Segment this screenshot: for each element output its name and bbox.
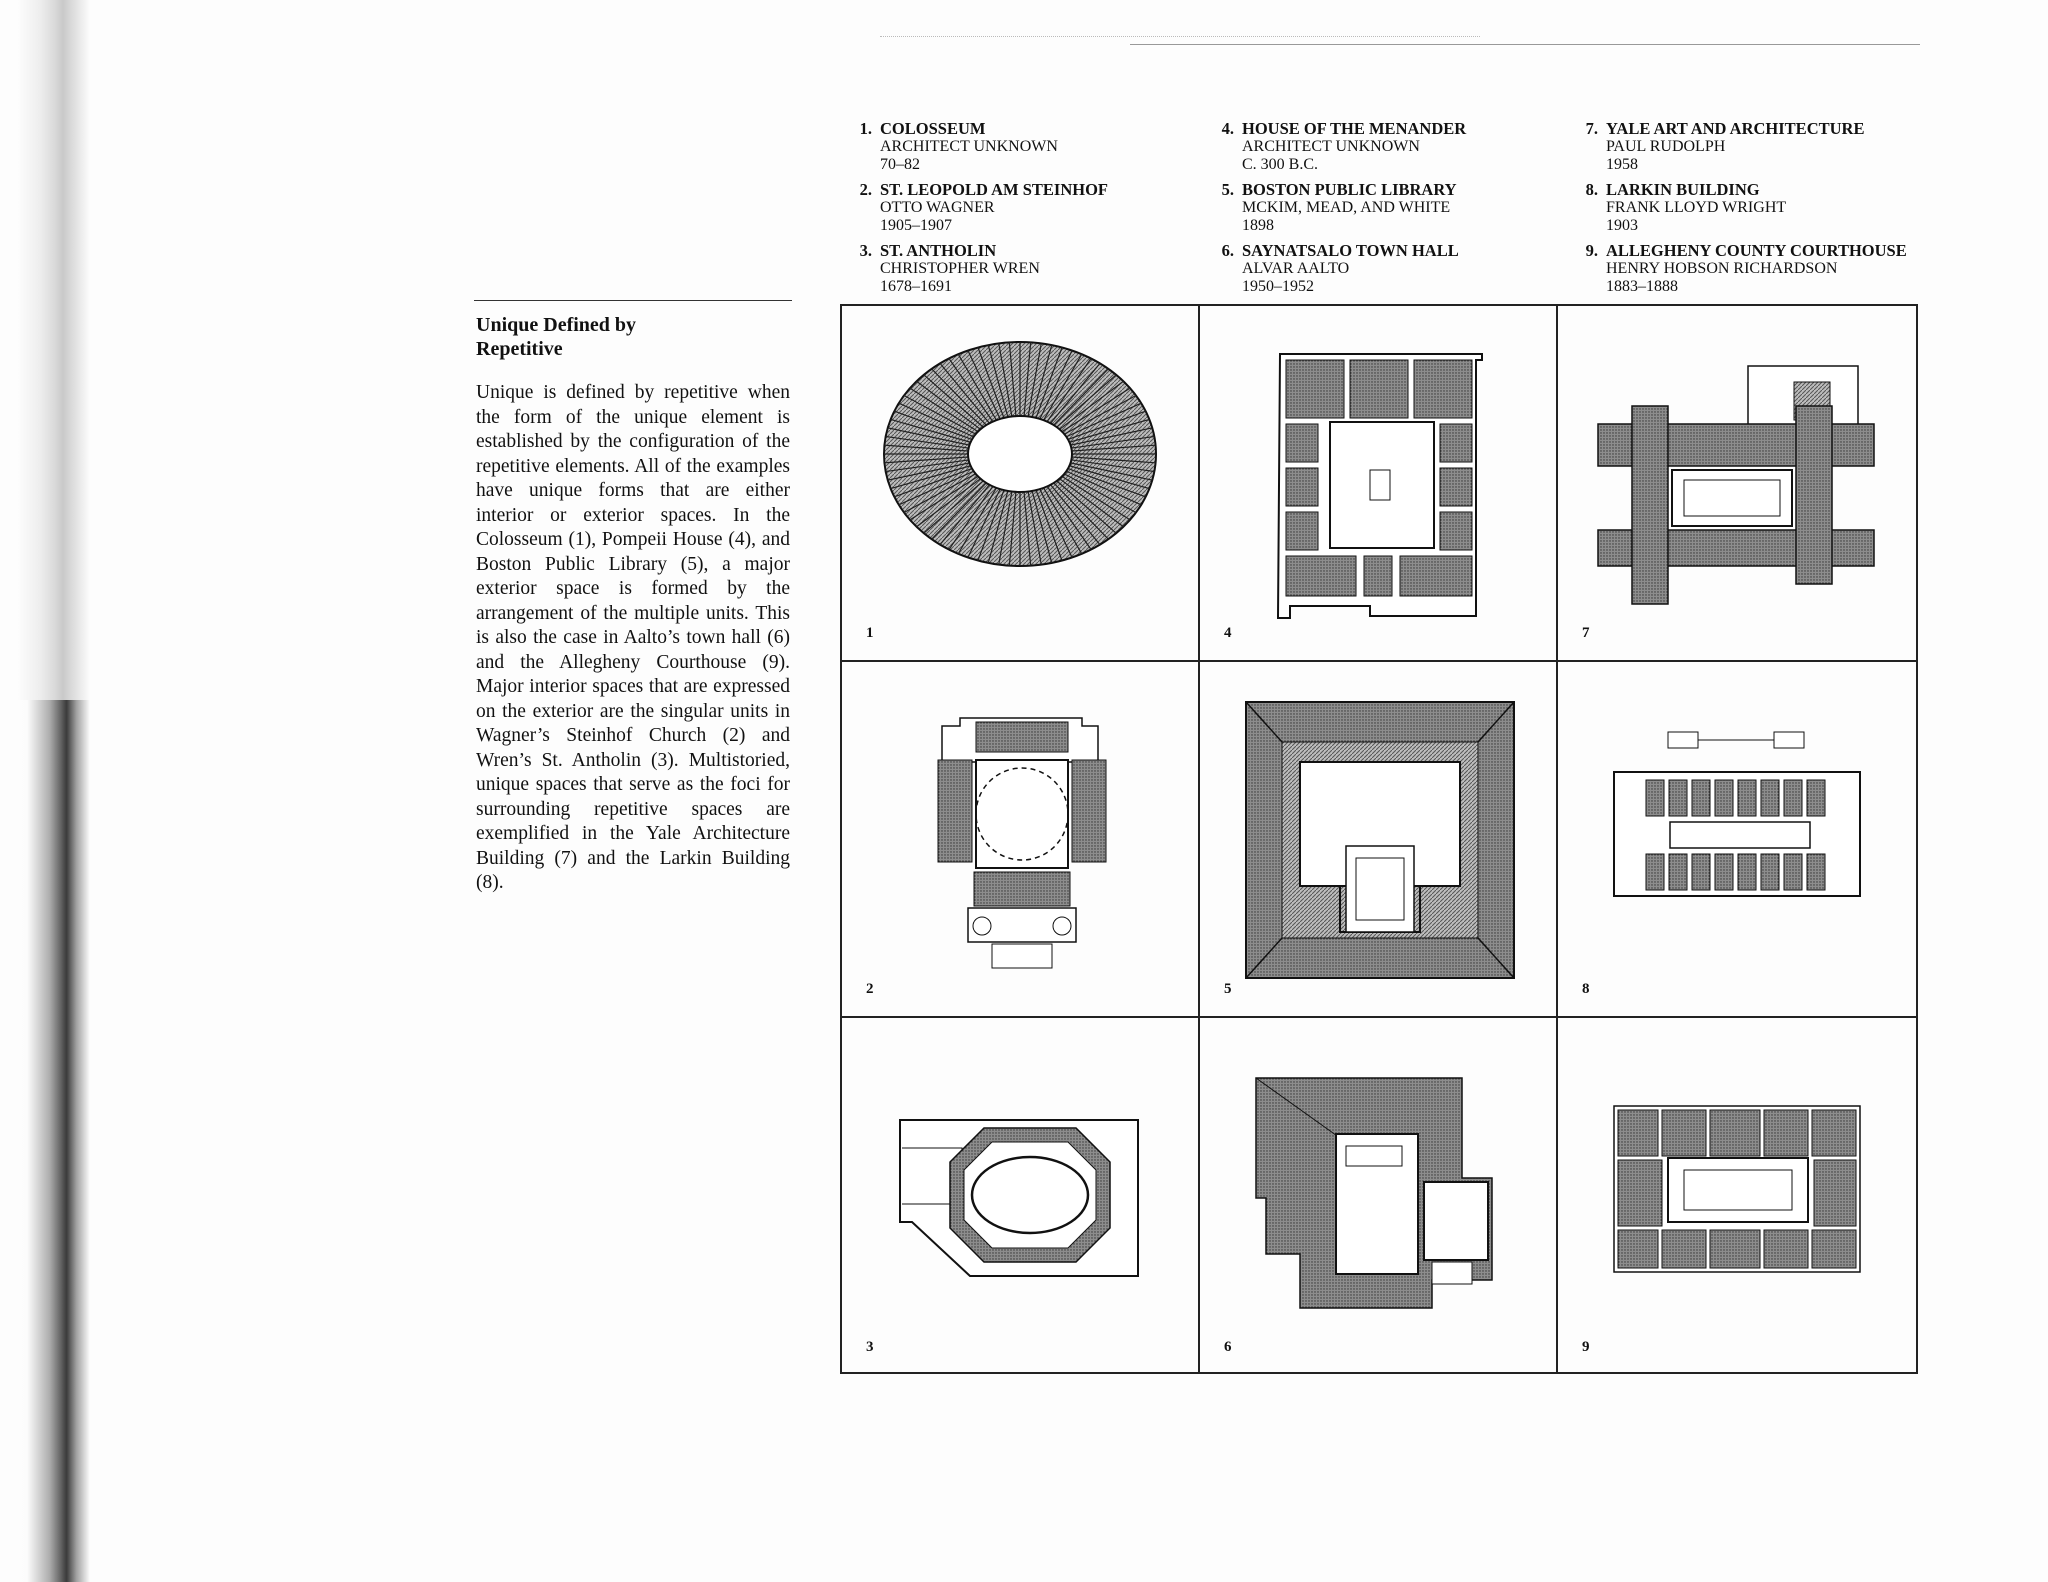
plan-cell-saynatsalo-town-hall	[1200, 1018, 1558, 1374]
yale-art-architecture-plan	[1558, 306, 1914, 660]
top-rule	[1130, 44, 1920, 45]
legend-column-3	[1564, 120, 1934, 303]
house-of-the-menander-plan	[1200, 306, 1556, 660]
plan-number: 7	[1582, 625, 1590, 641]
plan-cell-boston-public-library	[1200, 662, 1558, 1018]
date: 70–82	[880, 156, 920, 173]
plan-number: 2	[866, 981, 874, 997]
architect: CHRISTOPHER WREN	[880, 260, 1040, 277]
entry-number: 2.	[859, 180, 872, 199]
heading-line-1: Unique Defined by	[476, 314, 637, 336]
plan-number: 5	[1224, 981, 1232, 997]
saynatsalo-town-hall-plan	[1200, 1018, 1556, 1372]
building-name: COLOSSEUM	[880, 119, 986, 138]
plan-cell-larkin-building	[1558, 662, 1916, 1018]
legend-entry	[1200, 242, 1560, 296]
scan-shadow-lower	[0, 700, 90, 1582]
allegheny-courthouse-plan	[1558, 1018, 1914, 1372]
building-name: ST. ANTHOLIN	[880, 241, 997, 260]
plan-number: 6	[1224, 1339, 1232, 1355]
legend-entry	[838, 181, 1198, 235]
legend-column-2	[1200, 120, 1560, 303]
steinhof-church-plan	[842, 662, 1198, 1016]
architect: PAUL RUDOLPH	[1606, 138, 1726, 155]
plan-cell-allegheny-courthouse	[1558, 1018, 1916, 1374]
boston-public-library-plan	[1200, 662, 1556, 1016]
plan-cell-house-of-the-menander	[1200, 306, 1558, 662]
architect: FRANK LLOYD WRIGHT	[1606, 199, 1787, 216]
plan-number: 9	[1582, 1339, 1590, 1355]
entry-number: 7.	[1585, 119, 1598, 138]
building-name: HOUSE OF THE MENANDER	[1242, 119, 1467, 138]
date: C. 300 B.C.	[1242, 156, 1319, 173]
building-name: BOSTON PUBLIC LIBRARY	[1242, 180, 1457, 199]
building-name: ALLEGHENY COUNTY COURTHOUSE	[1606, 241, 1907, 260]
date: 1678–1691	[880, 278, 952, 295]
plan-grid	[840, 304, 1918, 1374]
entry-number: 4.	[1221, 119, 1234, 138]
building-name: LARKIN BUILDING	[1606, 180, 1760, 199]
plan-number: 8	[1582, 981, 1590, 997]
date: 1950–1952	[1242, 278, 1314, 295]
date: 1898	[1242, 217, 1274, 234]
architect: ALVAR AALTO	[1242, 260, 1350, 277]
plan-number: 1	[866, 625, 874, 641]
architect: MCKIM, MEAD, AND WHITE	[1242, 199, 1451, 216]
building-name: SAYNATSALO TOWN HALL	[1242, 241, 1459, 260]
legend-entry	[838, 242, 1198, 296]
section-heading	[476, 313, 790, 361]
legend-entry	[1200, 120, 1560, 174]
legend-entry	[1564, 181, 1934, 235]
scan-specks	[880, 36, 1480, 41]
date: 1903	[1606, 217, 1638, 234]
architect: ARCHITECT UNKNOWN	[1242, 138, 1420, 155]
building-name: YALE ART AND ARCHITECTURE	[1606, 119, 1865, 138]
date: 1958	[1606, 156, 1638, 173]
st-antholin-plan	[842, 1018, 1198, 1372]
entry-number: 8.	[1585, 180, 1598, 199]
architect: ARCHITECT UNKNOWN	[880, 138, 1058, 155]
architect: OTTO WAGNER	[880, 199, 995, 216]
legend-column-1	[838, 120, 1198, 303]
entry-number: 3.	[859, 241, 872, 260]
entry-number: 9.	[1585, 241, 1598, 260]
sidebar-rule	[474, 300, 792, 301]
legend-entry	[1564, 242, 1934, 296]
plan-number: 4	[1224, 625, 1232, 641]
larkin-building-plan	[1558, 662, 1914, 1016]
plan-cell-st-antholin	[842, 1018, 1200, 1374]
colosseum-plan	[842, 306, 1198, 660]
plan-cell-yale	[1558, 306, 1916, 662]
plan-cell-colosseum	[842, 306, 1200, 662]
architect: HENRY HOBSON RICHARDSON	[1606, 260, 1838, 277]
legend-entry	[838, 120, 1198, 174]
heading-line-2: Repetitive	[476, 338, 563, 360]
plan-cell-steinhof	[842, 662, 1200, 1018]
entry-number: 6.	[1221, 241, 1234, 260]
section-body: Unique is defined by repetitive when the form of the unique element is established by the configuration of the repetitive elements. All of the examples have unique forms that are either interior or exterior spaces. In the Colosseum (1), Pompeii House (4), and Boston Public Library (5), a major exterior space is formed by the arrangement of the multiple units. This is also the case in Aalto’s town hall (6) and the Allegheny Courthouse (9). Major interior spaces that are expressed on the exterior are the singular units in Wagner’s Steinhof Church (2) and Wren’s St. Antholin (3). Multistoried, unique spaces that serve as the foci for surrounding repetitive spaces are exemplified in the Yale Architecture Building (7) and the Larkin Building (8).	[476, 382, 790, 893]
entry-number: 5.	[1221, 180, 1234, 199]
date: 1905–1907	[880, 217, 952, 234]
plan-number: 3	[866, 1339, 874, 1355]
legend-entry	[1200, 181, 1560, 235]
building-name: ST. LEOPOLD AM STEINHOF	[880, 180, 1108, 199]
entry-number: 1.	[859, 119, 872, 138]
legend-entry	[1564, 120, 1934, 174]
sidebar-text	[474, 300, 790, 896]
date: 1883–1888	[1606, 278, 1678, 295]
